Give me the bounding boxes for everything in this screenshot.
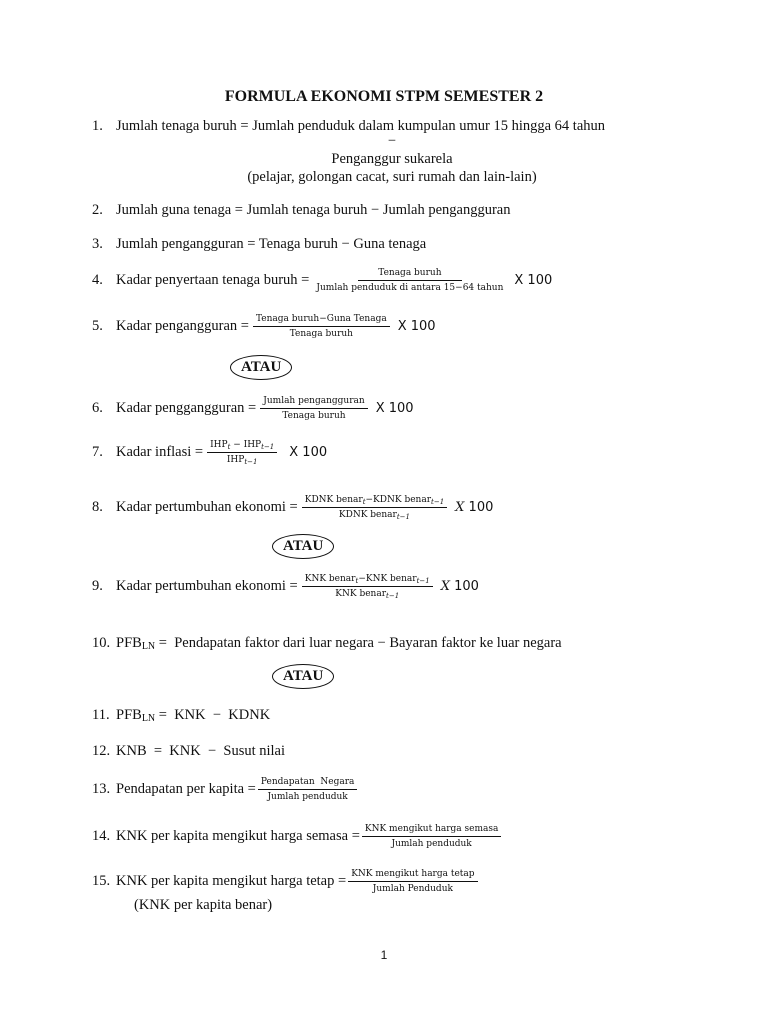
times-100 (455, 500, 493, 515)
atau-oval: ATAU (272, 664, 334, 689)
subscript-t-minus-1: t−1 (244, 458, 258, 466)
fraction (362, 823, 502, 850)
numerator: Tenaga buruh−Guna Tenaga (253, 313, 390, 327)
subscript-t-minus-1: t−1 (396, 513, 410, 521)
formula-1-line3: (pelajar, golongan cacat, suri rumah dan lain-lain) (247, 169, 537, 185)
formula-label: Kadar penggangguran = (116, 400, 257, 416)
item-number: 4. (92, 272, 103, 288)
formula-8 (92, 494, 493, 521)
subscript-t-minus-1: t−1 (261, 443, 275, 451)
item-number: 2. (92, 202, 103, 218)
formula-label: Kadar inflasi = (116, 444, 204, 460)
hundred: 100 (464, 500, 494, 515)
formula-6 (92, 395, 414, 422)
knk-benar-t: KNK benar (304, 574, 356, 584)
formula-13 (92, 776, 361, 803)
formula-text: KNB = KNK − Susut nilai (116, 743, 286, 759)
kdnk-benar-t: KDNK benar (304, 495, 363, 505)
times-100: X 100 (514, 273, 553, 288)
times-x: X (455, 500, 465, 515)
kdnk-benar: KDNK benar (338, 510, 397, 520)
formula-label: KNK per kapita mengikut harga tetap = (116, 873, 347, 889)
denominator: Jumlah penduduk (391, 839, 472, 849)
pfb: PFB (116, 635, 142, 651)
fraction (207, 439, 277, 466)
formula-1 (92, 118, 605, 135)
numerator (302, 494, 447, 508)
fraction (348, 868, 477, 895)
subscript-t-minus-1: t−1 (431, 498, 445, 506)
item-number: 5. (92, 318, 103, 334)
item-number: 6. (92, 400, 103, 416)
formula-label: Kadar penyertaan tenaga buruh = (116, 272, 310, 288)
formula-label: Kadar pengangguran = (116, 318, 249, 334)
page-number: 1 (380, 948, 388, 962)
ihp: IHP (226, 455, 245, 465)
times-100 (441, 579, 479, 594)
item-number: 11. (92, 707, 110, 723)
formula-4 (92, 267, 552, 294)
subscript-t-minus-1: t−1 (416, 577, 430, 585)
formula-11 (92, 707, 270, 724)
formula-label: Pendapatan per kapita = (116, 781, 256, 797)
times-100: X 100 (375, 401, 414, 416)
numerator: Tenaga buruh (358, 267, 461, 281)
denominator: Tenaga buruh (282, 411, 346, 421)
item-number: 13. (92, 781, 111, 797)
hundred: 100 (450, 579, 479, 594)
denominator: Tenaga buruh (289, 329, 353, 339)
times-100: X 100 (397, 319, 436, 334)
times-x: X (440, 579, 450, 594)
denominator (332, 587, 402, 600)
denominator (336, 508, 413, 521)
denominator: Jumlah penduduk (267, 792, 348, 802)
formula-10 (92, 635, 562, 652)
subscript-ln: LN (141, 713, 156, 724)
numerator: KNK mengikut harga semasa (362, 823, 502, 837)
pfb: PFB (116, 707, 142, 723)
formula-7 (92, 439, 327, 466)
item-number: 1. (92, 118, 103, 134)
formula-3 (92, 236, 426, 253)
numerator (302, 573, 433, 587)
minus-ihp: − IHP (230, 440, 262, 450)
subscript-t: t (362, 498, 366, 506)
fraction (253, 313, 390, 340)
subscript-t: t (355, 577, 359, 585)
item-number: 8. (92, 499, 103, 515)
formula-text: = Pendapatan faktor dari luar negara − Bayaran faktor ke luar negara (155, 635, 562, 651)
numerator: Pendapatan Negara (258, 776, 358, 790)
atau-oval: ATAU (272, 534, 334, 559)
subscript-t: t (227, 443, 231, 451)
formula-label: Kadar pertumbuhan ekonomi = (116, 578, 298, 594)
subscript-t-minus-1: t−1 (386, 592, 400, 600)
formula-label: KNK per kapita mengikut harga semasa = (116, 828, 360, 844)
denominator (224, 453, 261, 466)
fraction (313, 267, 506, 294)
denominator: Jumlah penduduk di antara 15−64 tahun (316, 283, 504, 293)
formula-1-line2: Penganggur sukarela (331, 151, 453, 167)
fraction (302, 494, 447, 521)
minus-knk-benar: −KNK benar (358, 574, 417, 584)
atau-oval: ATAU (230, 355, 292, 380)
numerator: KNK mengikut harga tetap (348, 868, 477, 882)
item-number: 9. (92, 578, 103, 594)
item-number: 12. (92, 743, 111, 759)
formula-15-note: (KNK per kapita benar) (134, 897, 273, 913)
item-number: 15. (92, 873, 111, 889)
formula-12 (92, 743, 285, 760)
times-100: X 100 (289, 445, 328, 460)
minus-kdnk-benar: −KDNK benar (365, 495, 432, 505)
page-title: FORMULA EKONOMI STPM SEMESTER 2 (224, 88, 544, 105)
fraction (302, 573, 433, 600)
formula-5 (92, 313, 436, 340)
item-number: 3. (92, 236, 103, 252)
formula-text: Jumlah tenaga buruh = Jumlah penduduk dalam kumpulan umur 15 hingga 64 tahun (116, 118, 606, 134)
formula-label: Kadar pertumbuhan ekonomi = (116, 499, 298, 515)
knk-benar: KNK benar (335, 589, 387, 599)
numerator (207, 439, 277, 453)
fraction (258, 776, 358, 803)
ihp-t: IHP (210, 440, 228, 450)
formula-text: Jumlah guna tenaga = Jumlah tenaga buruh − Jumlah pengangguran (116, 202, 511, 218)
subscript-ln: LN (141, 641, 156, 652)
formula-text: Jumlah pengangguran = Tenaga buruh − Guna tenaga (116, 236, 427, 252)
formula-1-minus: − (387, 133, 397, 149)
formula-2 (92, 202, 510, 219)
formula-14 (92, 823, 505, 850)
numerator: Jumlah pengangguran (260, 395, 367, 409)
item-number: 7. (92, 444, 103, 460)
denominator: Jumlah Penduduk (372, 884, 453, 894)
formula-15 (92, 868, 482, 895)
fraction (260, 395, 367, 422)
formula-text: = KNK − KDNK (155, 707, 271, 723)
formula-9 (92, 573, 479, 600)
item-number: 10. (92, 635, 111, 651)
item-number: 14. (92, 828, 111, 844)
